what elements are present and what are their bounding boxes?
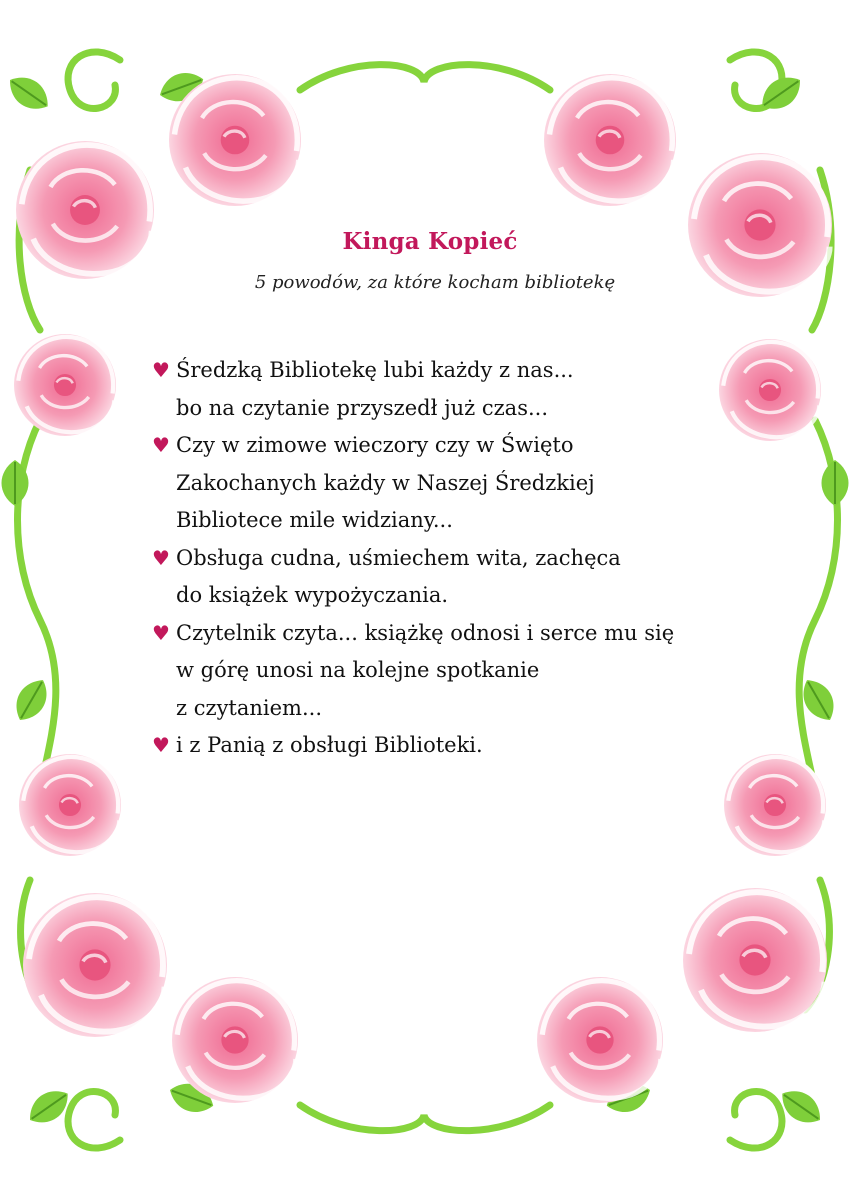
reason-item (150, 615, 770, 728)
heart-icon: ♥ (152, 358, 170, 382)
reason-item (150, 427, 770, 540)
reason-line: z czytaniem... (176, 695, 322, 720)
reason-line: do książek wypożyczania. (176, 583, 449, 607)
reason-line: Zakochanych każdy w Naszej Średzkiej (176, 470, 595, 495)
reason-line: Bibliotece mile widziany... (176, 508, 453, 532)
heart-icon: ♥ (152, 545, 170, 570)
heart-icon: ♥ (152, 733, 170, 757)
reasons-list (150, 352, 770, 765)
reason-item (150, 352, 770, 427)
reason-line: Średzką Bibliotekę lubi każdy z nas... (176, 358, 574, 382)
reason-line: bo na czytanie przyszedł już czas... (176, 395, 549, 420)
reason-line: Czy w zimowe wieczory czy w Święto (176, 433, 574, 457)
heart-icon: ♥ (152, 433, 170, 457)
author-name: Kinga Kopieć (342, 228, 518, 255)
reason-line: i z Panią z obsługi Biblioteki. (176, 733, 483, 757)
reason-line: w górę unosi na kolejne spotkanie (176, 658, 540, 682)
reason-line: Czytelnik czyta... książkę odnosi i serce mu się (176, 620, 675, 645)
poem-subtitle: 5 powodów, za które kocham bibliotekę (254, 272, 616, 293)
reason-line: Obsługa cudna, uśmiechem wita, zachęca (176, 545, 621, 570)
reason-item (150, 727, 770, 765)
heart-icon: ♥ (152, 620, 170, 645)
reason-item (150, 540, 770, 615)
